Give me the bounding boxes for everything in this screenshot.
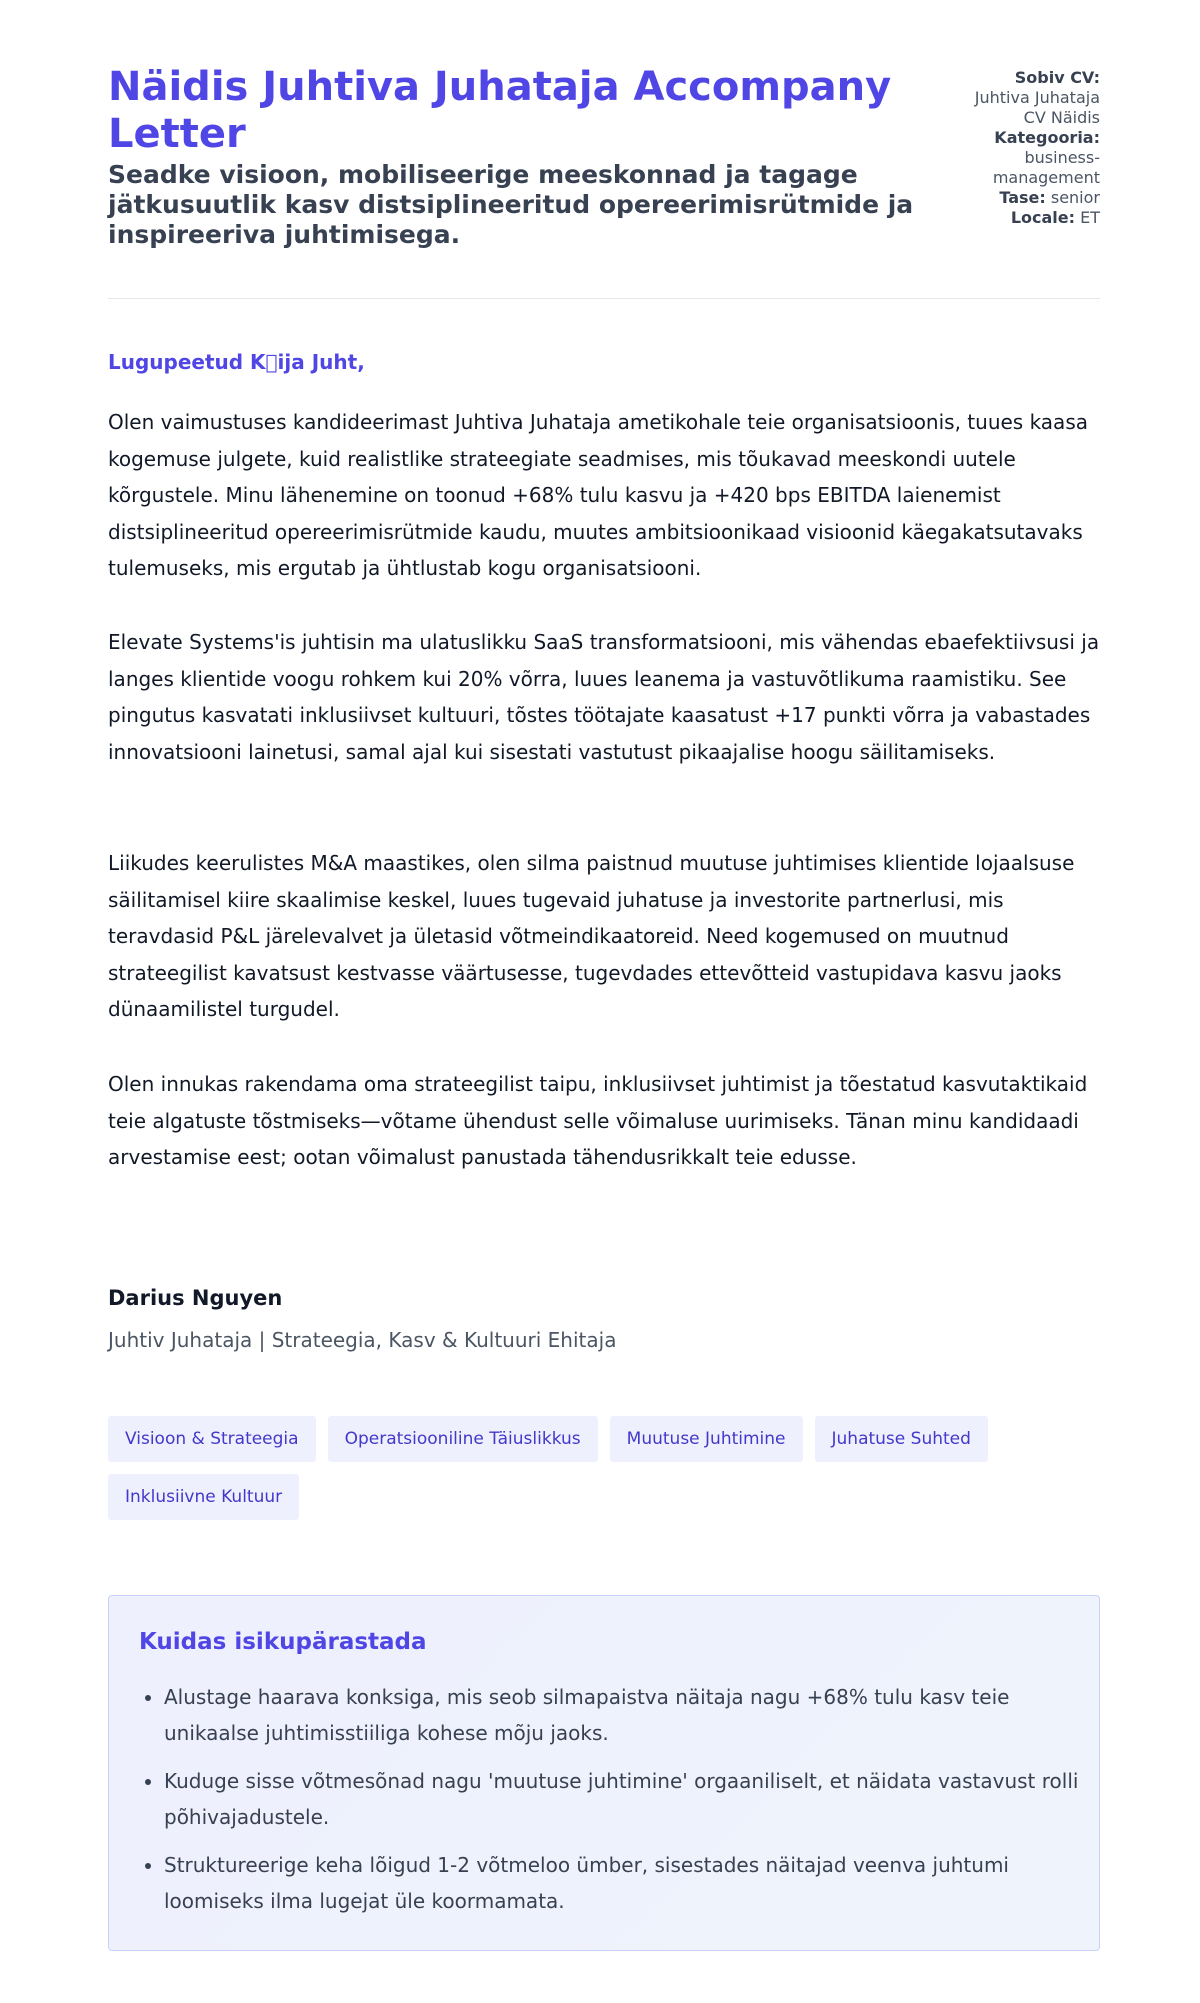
- skill-tags: [108, 1416, 1100, 1520]
- skill-tag: Operatsiooniline Täiuslikkus: [328, 1416, 598, 1462]
- meta-category-value: business-management: [992, 148, 1100, 187]
- meta-panel: [960, 68, 1100, 228]
- tips-title: Kuidas isikupärastada: [139, 1629, 427, 1655]
- page-subtitle: Seadke visioon, mobiliseerige meeskonnad ja tagage jätkusuutlik kasv distsiplineeritud opereerimisrütmide ja inspireeriva juhtimisega.: [108, 160, 914, 249]
- tip-item: • Alustage haarava konksiga, mis seob silmapaistva näitaja nagu +68% tulu kasv teie unikaalse juhtimisstiiliga kohese mõju jaoks.: [164, 1679, 1098, 1751]
- letter-paragraph-2: Elevate Systems'is juhtisin ma ulatuslikku SaaS transformatsiooni, mis vähendas ebaefektiivsusi ja langes klientide voogu rohkem kui 20% võrra, luues leanema ja vastuvõtlikuma raamistiku. See pingutus kasvatati inklusiivset kultuuri, tõstes töötajate kaasatust +17 punkti võrra ja vabastades innovatsiooni lainetusi, samal ajal kui sisestati vastutust pikaajalise hoogu säilitamiseks.: [108, 630, 1100, 764]
- tips-list: [139, 1679, 1098, 1931]
- meta-cv-value: Juhtiva Juhataja CV Näidis: [974, 88, 1100, 127]
- skill-tag: Visioon & Strateegia: [108, 1416, 316, 1462]
- tip-item: • Struktureerige keha lõigud 1-2 võtmeloo ümber, sisestades näitajad veenva juhtumi loomiseks ilma lugejat üle koormamata.: [164, 1847, 1098, 1919]
- skill-tag: Inklusiivne Kultuur: [108, 1474, 299, 1520]
- tip-item: • Kuduge sisse võtmesõnad nagu 'muutuse juhtimine' orgaaniliselt, et näidata vastavust rolli põhivajadustele.: [164, 1763, 1098, 1835]
- meta-locale-value: ET: [1080, 208, 1100, 227]
- skill-tag: Juhatuse Suhted: [815, 1416, 988, 1462]
- header: [108, 64, 1100, 264]
- signature-title: Juhtiv Juhataja | Strateegia, Kasv & Kultuuri Ehitaja: [108, 1328, 617, 1352]
- meta-cv-label: Sobiv CV:: [1014, 68, 1100, 87]
- meta-level-value: senior: [1050, 188, 1100, 207]
- salutation: Lugupeetud K ija Juht,: [108, 350, 365, 374]
- page-title: Näidis Juhtiva Juhataja Accompany Letter: [108, 64, 892, 157]
- letter-paragraph-4: Olen innukas rakendama oma strateegilist taipu, inklusiivset juhtimist ja tõestatud kasvutaktikaid teie algatuste tõstmiseks—võtame ühendust selle võimaluse uurimiseks. Tänan minu kandidaadi arvestamise eest; ootan võimalust panustada tähendusrikkalt teie edusse.: [108, 1072, 1088, 1169]
- header-divider: [108, 298, 1100, 299]
- signature-name: Darius Nguyen: [108, 1286, 283, 1310]
- meta-level-label: Tase:: [999, 188, 1046, 207]
- meta-category-label: Kategooria:: [994, 128, 1100, 147]
- personalization-tips-box: [108, 1595, 1100, 1951]
- letter-paragraph-1: Olen vaimustuses kandideerimast Juhtiva Juhataja ametikohale teie organisatsioonis, tuues kaasa kogemuse julgete, kuid realistlike strateegiate seadmises, mis tõukavad meeskondi uutele kõrgustele. Minu lähenemine on toonud +68% tulu kasvu ja +420 bps EBITDA laienemist distsiplineeritud opereerimisrütmide kaudu, muutes ambitsioonikaad visioonid käegakatsutavaks tulemuseks, mis ergutab ja ühtlustab kogu organisatsiooni.: [108, 410, 1088, 580]
- skill-tag: Muutuse Juhtimine: [610, 1416, 803, 1462]
- letter-paragraph-3: Liikudes keerulistes M&A maastikes, olen silma paistnud muutuse juhtimises klientide lojaalsuse säilitamisel kiire skaalimise keskel, luues tugevaid juhatuse ja investorite partnerlusi, mis teravdasid P&L järelevalvet ja ületasid võtmeindikaatoreid. Need kogemused on muutnud strateegilist kavatsust kestvasse väärtusesse, tugevdades ettevõtteid vastupidava kasvu jaoks dünaamilistel turgudel.: [108, 851, 1075, 1021]
- meta-locale-label: Locale:: [1010, 208, 1076, 227]
